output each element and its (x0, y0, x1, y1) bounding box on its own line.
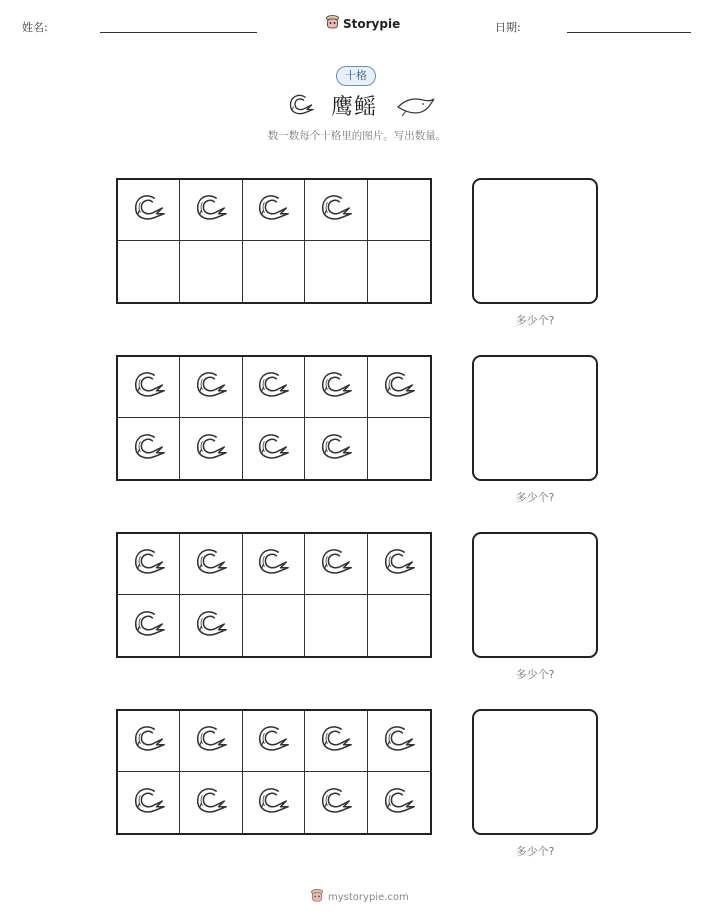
ten-frame-cell (118, 241, 180, 302)
brand-logo (325, 14, 400, 33)
how-many-label: 多少个? (515, 668, 555, 681)
eagle-ray-icon (192, 543, 230, 585)
ten-frame-cell (305, 595, 367, 656)
ten-frame-cell (243, 772, 305, 833)
ten-frame-cell (305, 357, 367, 418)
eagle-ray-icon (130, 428, 168, 470)
footer (310, 888, 409, 906)
eagle-ray-icon (192, 428, 230, 470)
how-many-label: 多少个? (515, 314, 555, 327)
ten-frame-cell (180, 534, 242, 595)
ten-frame-cell (305, 241, 367, 302)
storypie-mascot-icon (325, 14, 340, 33)
ten-frame-cell (305, 418, 367, 479)
ten-frame-cell (305, 534, 367, 595)
eagle-ray-icon (380, 720, 418, 762)
eagle-ray-icon (192, 189, 230, 231)
eagle-ray-icon (192, 366, 230, 408)
eagle-ray-icon (254, 428, 292, 470)
eagle-ray-icon (130, 605, 168, 647)
storypie-mascot-icon (310, 888, 324, 906)
ten-frame-cell (243, 711, 305, 772)
ten-frame-cell (305, 711, 367, 772)
eagle-ray-top-icon (396, 95, 436, 117)
ten-frame-cell (118, 772, 180, 833)
eagle-ray-icon (254, 543, 292, 585)
ten-frame-cell (118, 711, 180, 772)
eagle-ray-icon (317, 189, 355, 231)
eagle-ray-icon (254, 189, 292, 231)
ten-frame-cell (368, 418, 430, 479)
ten-frame-cell (180, 180, 242, 241)
eagle-ray-icon (380, 782, 418, 824)
footer-url[interactable]: mystorypie.com (328, 891, 409, 903)
ten-frame-cell (243, 357, 305, 418)
eagle-ray-icon (380, 543, 418, 585)
ten-frame (116, 355, 432, 481)
ten-frame-cell (368, 772, 430, 833)
eagle-ray-icon (254, 366, 292, 408)
ten-frame-cell (118, 418, 180, 479)
ten-frame-cell (243, 241, 305, 302)
ten-frame-cell (243, 595, 305, 656)
ten-frame-cell (368, 357, 430, 418)
ten-frame-cell (180, 711, 242, 772)
eagle-ray-icon (317, 428, 355, 470)
name-label: 姓名: (22, 21, 48, 34)
ten-frame-cell (118, 534, 180, 595)
instruction-text: 数一数每个十格里的图片。写出数量。 (267, 130, 447, 142)
ten-frame-cell (243, 534, 305, 595)
ten-frame-cell (180, 418, 242, 479)
eagle-ray-icon (380, 366, 418, 408)
eagle-ray-icon (130, 782, 168, 824)
ten-frame-cell (243, 418, 305, 479)
answer-box[interactable] (472, 709, 598, 835)
eagle-ray-icon (192, 605, 230, 647)
brand-name: Storypie (343, 16, 401, 31)
how-many-label: 多少个? (515, 491, 555, 504)
ten-frame-cell (180, 772, 242, 833)
ten-frame-cell (368, 534, 430, 595)
ten-frame-cell (243, 180, 305, 241)
eagle-ray-icon (317, 543, 355, 585)
ten-frame-cell (368, 595, 430, 656)
eagle-ray-icon (254, 782, 292, 824)
eagle-ray-icon (254, 720, 292, 762)
answer-box[interactable] (472, 355, 598, 481)
ten-frame-cell (305, 772, 367, 833)
ten-frame-cell (180, 357, 242, 418)
eagle-ray-icon (130, 720, 168, 762)
answer-box[interactable] (472, 178, 598, 304)
ten-frame-cell (118, 595, 180, 656)
ten-frame (116, 178, 432, 304)
ten-frame-cell (368, 180, 430, 241)
ten-frame-cell (368, 711, 430, 772)
eagle-ray-icon (286, 90, 316, 120)
eagle-ray-icon (317, 782, 355, 824)
ten-frame-cell (118, 180, 180, 241)
eagle-ray-icon (317, 720, 355, 762)
answer-box[interactable] (472, 532, 598, 658)
ten-frame-cell (180, 595, 242, 656)
eagle-ray-icon (317, 366, 355, 408)
worksheet-type-badge: 十格 (336, 66, 376, 86)
page-title: 鹰鳐 (331, 95, 378, 120)
ten-frame (116, 532, 432, 658)
eagle-ray-icon (130, 366, 168, 408)
eagle-ray-icon (130, 189, 168, 231)
date-line[interactable] (567, 32, 691, 33)
ten-frame-cell (118, 357, 180, 418)
name-line[interactable] (100, 32, 257, 33)
how-many-label: 多少个? (515, 845, 555, 858)
ten-frame-cell (305, 180, 367, 241)
eagle-ray-icon (192, 720, 230, 762)
ten-frame (116, 709, 432, 835)
eagle-ray-icon (130, 543, 168, 585)
ten-frame-cell (368, 241, 430, 302)
eagle-ray-icon (192, 782, 230, 824)
date-label: 日期: (495, 21, 521, 34)
ten-frame-cell (180, 241, 242, 302)
